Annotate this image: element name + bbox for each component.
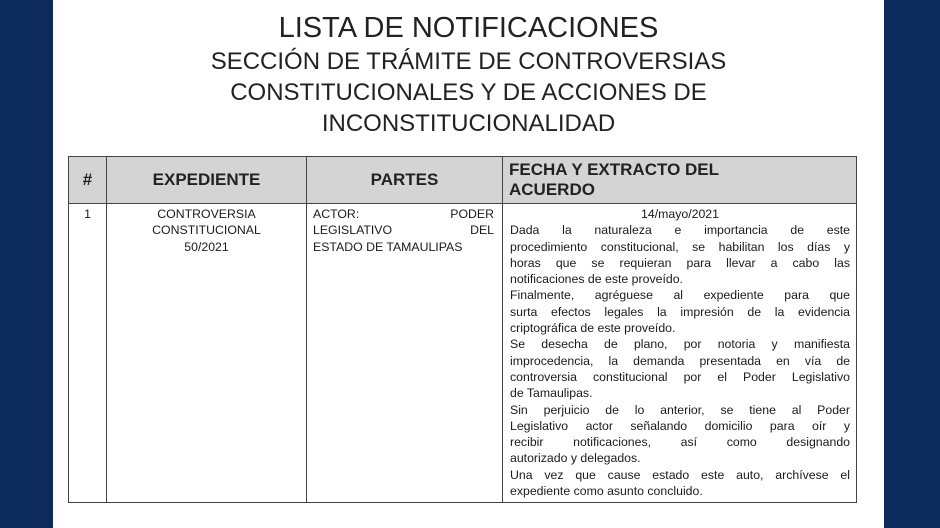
extracto-line: Se desecha de plano, por notoria y manifiesta <box>510 337 850 352</box>
partes-line: ESTADO DE TAMAULIPAS <box>313 239 463 254</box>
acuerdo-date: 14/mayo/2021 <box>641 207 719 221</box>
table-header-row <box>69 157 857 204</box>
extracto-line: improcedencia, la demanda presentada en vía de <box>510 353 850 368</box>
expediente-line: CONSTITUCIONAL <box>152 223 261 238</box>
extracto-line: surta efectos legales la impresión de la evidencia <box>510 304 850 319</box>
page-title: LISTA DE NOTIFICACIONES <box>278 12 659 44</box>
header-fecha <box>503 157 857 204</box>
notifications-table <box>68 156 857 503</box>
subtitle-line: CONSTITUCIONALES Y DE ACCIONES DE <box>230 79 707 106</box>
extracto-line: recibir notificaciones, así como designando <box>510 435 850 450</box>
extracto-line: criptográfica de este proveído. <box>510 321 676 336</box>
extracto-line: Legislativo actor señalando domicilio para oír y <box>510 418 850 433</box>
header-expediente: EXPEDIENTE <box>107 157 307 204</box>
subtitle-line: INCONSTITUCIONALIDAD <box>321 110 616 137</box>
document-page <box>53 0 884 528</box>
extracto-line: Una vez que cause estado este auto, archívese el <box>510 467 850 482</box>
partes-line: ACTOR: PODER <box>313 207 494 221</box>
extracto-line: notificaciones de este proveído. <box>510 272 683 287</box>
extracto-line: Sin perjuicio de lo anterior, se tiene al Poder <box>510 402 850 417</box>
partes-line: LEGISLATIVO DEL <box>313 223 494 238</box>
header-number: # <box>69 157 107 204</box>
subtitle-line: SECCIÓN DE TRÁMITE DE CONTROVERSIAS <box>210 48 727 75</box>
table-row <box>69 204 857 503</box>
extracto-line: horas que se requieran para llevar a cabo las <box>510 255 850 270</box>
row-partes <box>307 204 503 503</box>
extracto-line: de Tamaulipas. <box>510 386 593 401</box>
header-fecha-line: FECHA Y EXTRACTO DEL <box>509 160 720 179</box>
expediente-line: CONTROVERSIA <box>157 207 256 221</box>
extracto-text <box>510 222 850 499</box>
row-number: 1 <box>69 204 107 503</box>
extracto-line: procedimiento constitucional, se habilitan los días y <box>510 239 850 254</box>
extracto-line: Dada la naturaleza e importancia de este <box>510 223 850 238</box>
row-expediente <box>107 204 307 503</box>
extracto-line: autorizado y delegados. <box>510 451 641 466</box>
header-fecha-line: ACUERDO <box>509 180 595 199</box>
extracto-line: controversia constitucional por el Poder Legislativo <box>510 369 850 384</box>
extracto-line: expediente como asunto concluido. <box>510 484 703 499</box>
header-partes: PARTES <box>307 157 503 204</box>
page-subtitle <box>53 46 884 139</box>
row-extracto <box>503 204 857 503</box>
extracto-line: Finalmente, agréguese al expediente para que <box>510 288 850 303</box>
expediente-line: 50/2021 <box>184 239 229 254</box>
